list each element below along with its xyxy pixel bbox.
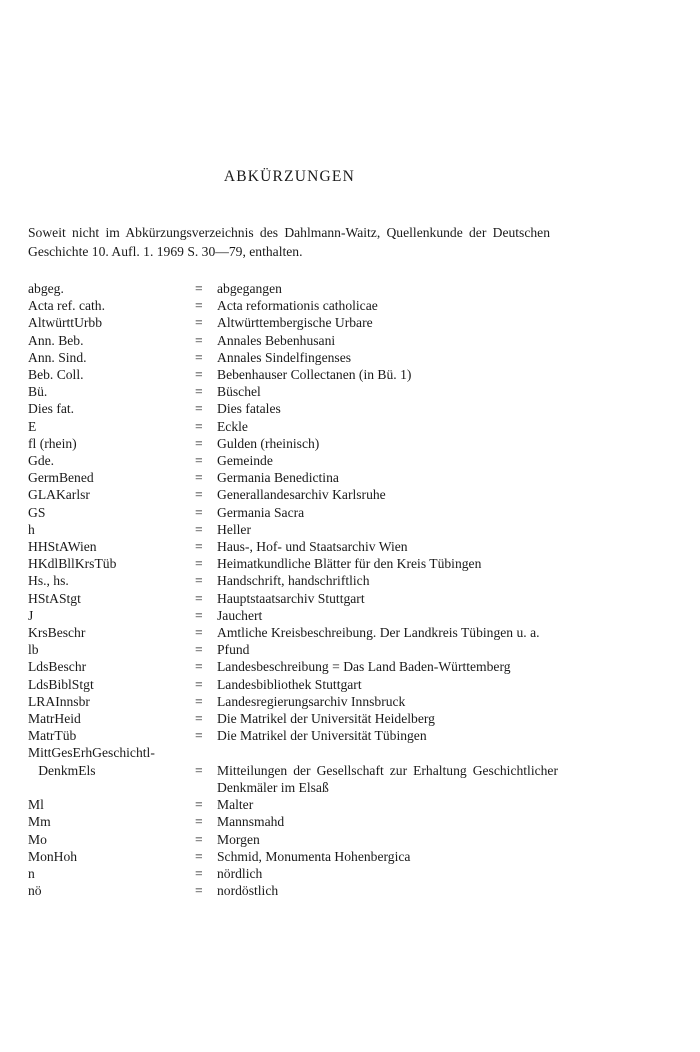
page-title (0, 168, 572, 186)
abbreviation-entry (28, 280, 558, 297)
abbreviation-expansion: Landesbeschreibung = Das Land Baden-Württemberg (217, 659, 511, 675)
abbreviation-term: MatrTüb (28, 728, 77, 744)
abbreviation-term: Dies fat. (28, 401, 75, 417)
abbreviation-entry (28, 452, 558, 469)
abbreviation-term: Hs., hs. (28, 573, 69, 589)
abbreviation-entry (28, 297, 558, 314)
equals-sign: = (195, 401, 203, 417)
abbreviation-entry (28, 693, 558, 710)
abbreviation-term: KrsBeschr (28, 625, 86, 641)
equals-sign: = (195, 315, 203, 331)
abbreviation-expansion: Mitteilungen der Gesellschaft zur Erhaltung Geschichtlicher Denkmäler im Elsaß (217, 762, 558, 795)
abbreviation-term: HHStAWien (28, 539, 97, 555)
abbreviation-entry (28, 521, 558, 538)
abbreviation-entry (28, 710, 558, 727)
abbreviation-expansion: Landesbibliothek Stuttgart (217, 676, 362, 692)
abbreviation-entry-continued (28, 744, 558, 761)
abbreviation-expansion: Bebenhauser Collectanen (in Bü. 1) (217, 367, 412, 383)
abbreviation-expansion: Morgen (217, 831, 260, 847)
abbreviation-term: GermBened (28, 470, 94, 486)
abbreviation-term: GS (28, 504, 46, 520)
abbreviation-term: LRAInnsbr (28, 693, 90, 709)
abbreviation-term: Bü. (28, 384, 48, 400)
equals-sign: = (195, 504, 203, 520)
abbreviation-term: n (28, 865, 35, 881)
abbreviation-term: Gde. (28, 453, 55, 469)
abbreviation-term: nö (28, 883, 42, 899)
equals-sign: = (195, 573, 203, 589)
abbreviation-expansion: Heimatkundliche Blätter für den Kreis Tübingen (217, 556, 482, 572)
equals-sign: = (195, 298, 203, 314)
abbreviation-entry (28, 658, 558, 675)
abbreviation-term: MonHoh (28, 848, 78, 864)
abbreviation-entry (28, 796, 558, 813)
abbreviation-entry (28, 332, 558, 349)
abbreviation-expansion: Landesregierungsarchiv Innsbruck (217, 693, 406, 709)
abbreviation-term: fl (rhein) (28, 435, 77, 451)
abbreviation-expansion: Mannsmahd (217, 814, 285, 830)
abbreviation-term: MatrHeid (28, 711, 81, 727)
abbreviation-expansion: Jauchert (217, 607, 263, 623)
abbreviation-term: E (28, 418, 37, 434)
abbreviation-term: lb (28, 642, 39, 658)
abbreviation-expansion: Hauptstaatsarchiv Stuttgart (217, 590, 365, 606)
abbreviation-expansion: Germania Sacra (217, 504, 305, 520)
abbreviation-expansion: Schmid, Monumenta Hohenbergica (217, 848, 411, 864)
abbreviation-term: h (28, 521, 35, 537)
abbreviation-expansion: Haus-, Hof- und Staatsarchiv Wien (217, 539, 408, 555)
abbreviation-expansion: Die Matrikel der Universität Tübingen (217, 728, 427, 744)
equals-sign: = (195, 814, 203, 830)
abbreviation-expansion: Gemeinde (217, 453, 273, 469)
equals-sign: = (195, 521, 203, 537)
abbreviation-list (28, 280, 558, 899)
equals-sign: = (195, 332, 203, 348)
abbreviation-entry (28, 831, 558, 848)
abbreviation-expansion: Pfund (217, 642, 250, 658)
page-title-text: ABKÜRZUNGEN (223, 168, 355, 185)
abbreviation-term: LdsBeschr (28, 659, 87, 675)
equals-sign: = (195, 797, 203, 813)
abbreviation-expansion: Handschrift, handschriftlich (217, 573, 370, 589)
abbreviation-entry (28, 590, 558, 607)
abbreviation-expansion: Annales Sindelfingenses (217, 349, 352, 365)
abbreviation-entry (28, 676, 558, 693)
abbreviation-term: Acta ref. cath. (28, 298, 105, 314)
abbreviation-term: GLAKarlsr (28, 487, 90, 503)
equals-sign: = (195, 693, 203, 709)
abbreviation-entry (28, 865, 558, 882)
abbreviation-term: Mo (28, 831, 47, 847)
equals-sign: = (195, 848, 203, 864)
equals-sign: = (195, 676, 203, 692)
abbreviation-expansion: Amtliche Kreisbeschreibung. Der Landkreis Tübingen u. a. (217, 625, 540, 641)
equals-sign: = (195, 883, 203, 899)
equals-sign: = (195, 659, 203, 675)
abbreviation-term: HKdlBllKrsTüb (28, 556, 117, 572)
equals-sign: = (195, 556, 203, 572)
abbreviation-expansion: Heller (217, 521, 251, 537)
abbreviation-term: AltwürttUrbb (28, 315, 103, 331)
abbreviation-expansion: nördlich (217, 865, 263, 881)
abbreviation-expansion: Büschel (217, 384, 261, 400)
abbreviation-entry (28, 538, 558, 555)
equals-sign: = (195, 281, 203, 296)
abbreviation-term: J (28, 607, 34, 623)
abbreviation-expansion: Dies fatales (217, 401, 281, 417)
equals-sign: = (195, 711, 203, 727)
abbreviation-entry (28, 418, 558, 435)
abbreviation-entry (28, 607, 558, 624)
abbreviation-entry (28, 400, 558, 417)
abbreviation-entry (28, 727, 558, 744)
equals-sign: = (195, 384, 203, 400)
equals-sign: = (195, 607, 203, 623)
abbreviation-expansion: Eckle (217, 418, 248, 434)
abbreviation-expansion: Die Matrikel der Universität Heidelberg (217, 711, 435, 727)
abbreviation-term: MittGesErhGeschichtl- (28, 745, 155, 761)
equals-sign: = (195, 762, 203, 778)
abbreviation-expansion: Acta reformationis catholicae (217, 298, 378, 314)
abbreviation-entry (28, 813, 558, 830)
intro-paragraph: Soweit nicht im Abkürzungsverzeichnis des Dahlmann-Waitz, Quellenkunde der Deutschen Geschichte 10. Aufl. 1. 1969 S. 30—79, enthalten. (28, 225, 550, 259)
abbreviation-entry (28, 504, 558, 521)
equals-sign: = (195, 831, 203, 847)
abbreviation-entry (28, 572, 558, 589)
equals-sign: = (195, 590, 203, 606)
equals-sign: = (195, 865, 203, 881)
abbreviation-entry (28, 349, 558, 366)
abbreviation-term: Ml (28, 797, 44, 813)
abbreviation-term: Ann. Beb. (28, 332, 84, 348)
abbreviation-expansion: Malter (217, 797, 254, 813)
abbreviation-term: Beb. Coll. (28, 367, 84, 383)
abbreviation-entry (28, 762, 558, 796)
equals-sign: = (195, 539, 203, 555)
abbreviation-expansion: Germania Benedictina (217, 470, 339, 486)
equals-sign: = (195, 453, 203, 469)
abbreviation-entry (28, 435, 558, 452)
abbreviation-term: HStAStgt (28, 590, 81, 606)
abbreviation-expansion: abgegangen (217, 281, 282, 296)
abbreviation-entry (28, 383, 558, 400)
abbreviation-expansion: Altwürttembergische Urbare (217, 315, 373, 331)
abbreviation-term: LdsBiblStgt (28, 676, 94, 692)
abbreviation-entry (28, 486, 558, 503)
equals-sign: = (195, 367, 203, 383)
abbreviation-expansion: nordöstlich (217, 883, 279, 899)
equals-sign: = (195, 642, 203, 658)
equals-sign: = (195, 349, 203, 365)
abbreviation-expansion: Generallandesarchiv Karlsruhe (217, 487, 386, 503)
abbreviation-term: Mm (28, 814, 51, 830)
abbreviation-term: abgeg. (28, 281, 64, 296)
abbreviation-entry (28, 641, 558, 658)
equals-sign: = (195, 435, 203, 451)
abbreviation-term: DenkmEls (28, 762, 96, 778)
abbreviation-term: Ann. Sind. (28, 349, 87, 365)
equals-sign: = (195, 418, 203, 434)
abbreviation-expansion: Annales Bebenhusani (217, 332, 336, 348)
equals-sign: = (195, 470, 203, 486)
abbreviation-expansion: Gulden (rheinisch) (217, 435, 320, 451)
equals-sign: = (195, 728, 203, 744)
abbreviation-entry (28, 555, 558, 572)
abbreviation-entry (28, 624, 558, 641)
abbreviation-entry (28, 469, 558, 486)
abbreviation-entry (28, 882, 558, 899)
equals-sign: = (195, 487, 203, 503)
abbreviation-entry (28, 366, 558, 383)
abbreviation-entry (28, 314, 558, 331)
abbreviation-entry (28, 848, 558, 865)
equals-sign: = (195, 625, 203, 641)
